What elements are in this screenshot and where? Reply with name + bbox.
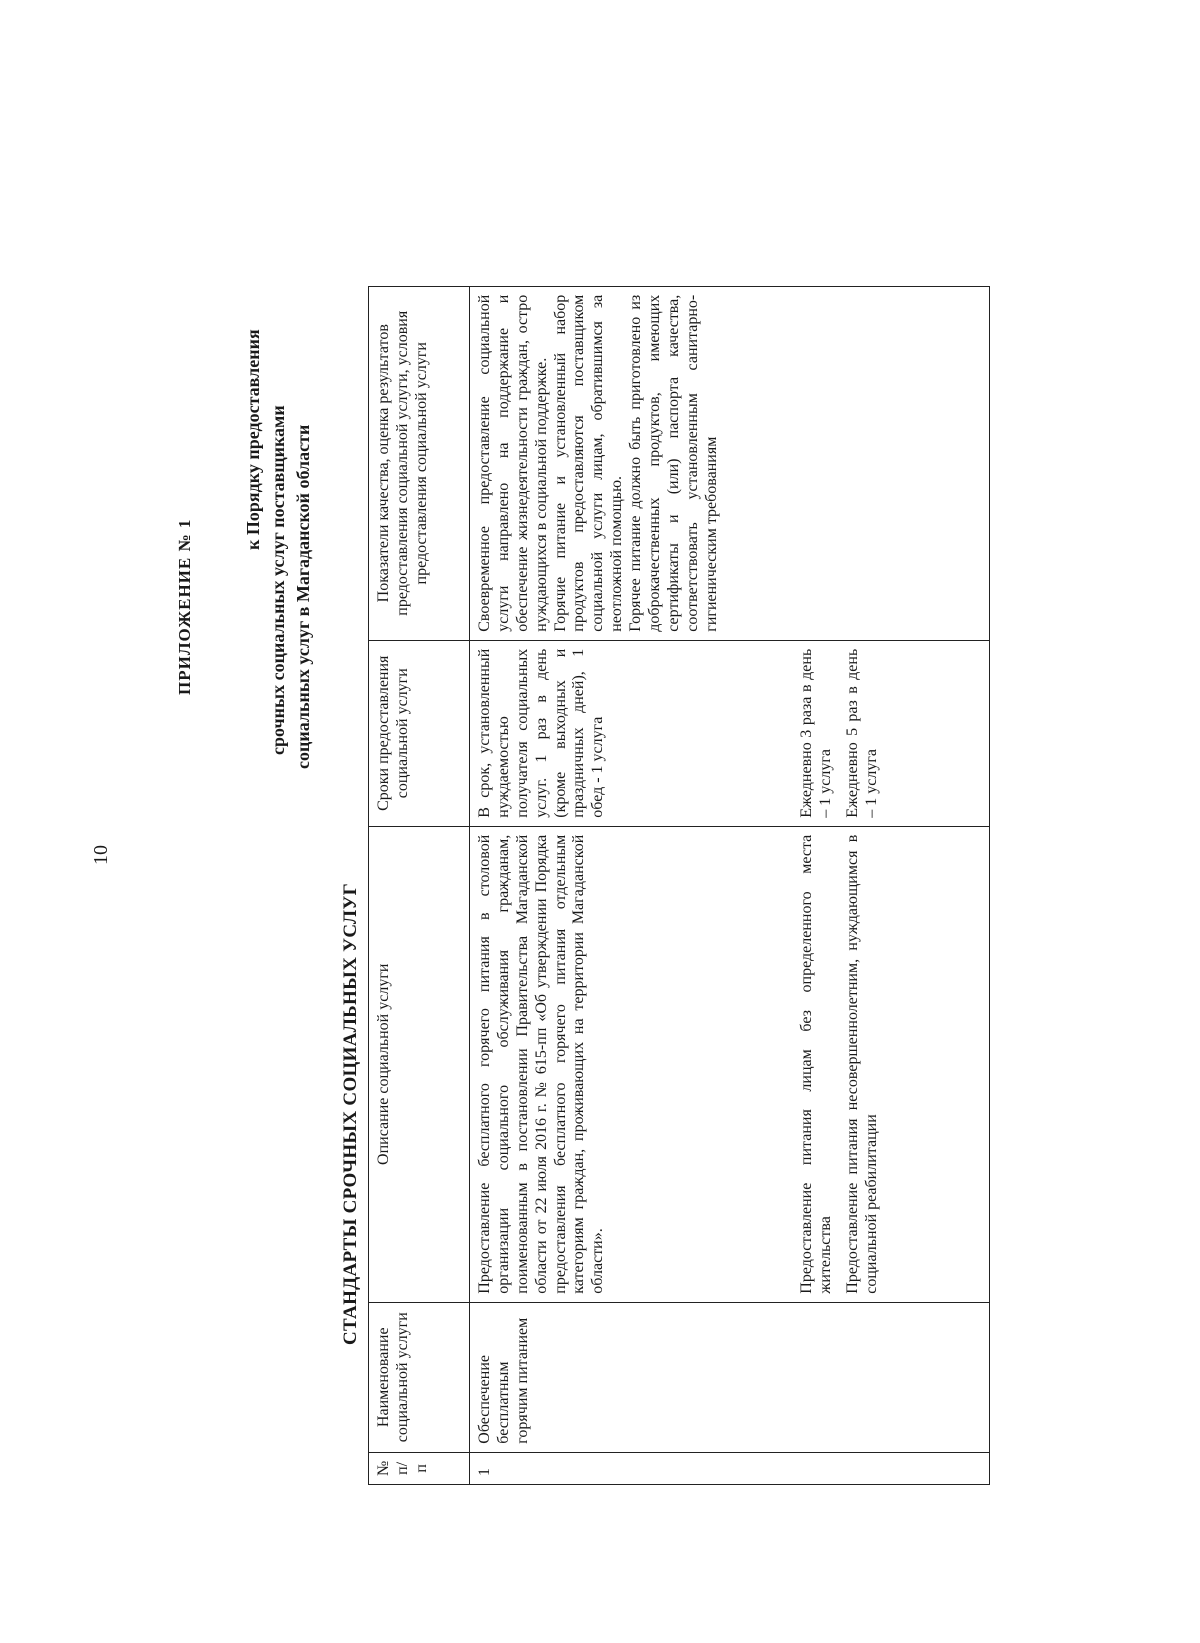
service-name-cell bbox=[470, 1302, 990, 1452]
row-num: 1 bbox=[476, 1468, 493, 1476]
term-cell bbox=[470, 640, 990, 826]
term-minors: Ежедневно 5 раз в день – 1 услуга bbox=[843, 648, 880, 818]
row-num-cell bbox=[470, 1452, 990, 1484]
standards-table bbox=[368, 286, 990, 1485]
table-row bbox=[470, 286, 990, 1484]
quality-paragraph-2: Горячие питание и установленный набор продуктов предоставляются поставщиком социальной услуги лицам, обратившимся за неотложной помощью. bbox=[551, 294, 626, 632]
term-main: В срок, установленный нуждаемостью получателя социальных услуг. 1 раз в день (кроме выходных и праздничных дней), 1 обед - 1 услуга bbox=[476, 648, 607, 818]
page-number: 10 bbox=[90, 845, 112, 865]
term-homeless: Ежедневно 3 раза в день – 1 услуга bbox=[798, 648, 834, 818]
rotated-document-sheet bbox=[20, 25, 1180, 1625]
header-name: Наименование социальной услуги bbox=[369, 1302, 470, 1452]
appendix-subtitle-line-2: срочных социальных услуг поставщиками bbox=[268, 405, 288, 755]
quality-cell bbox=[470, 286, 990, 640]
quality-paragraph-1: Своевременное предоставление социальной услуги направлено на поддержание и обеспечение жизнедеятельности граждан, остро нуждающихся в социальной поддержке. bbox=[476, 294, 550, 632]
header-term: Сроки предоставления социальной услуги bbox=[369, 640, 470, 826]
appendix-subtitle-line-3: социальных услуг в Магаданской области bbox=[293, 424, 313, 769]
quality-paragraph-3: Горячее питание должно быть приготовлено из доброкачественных продуктов, имеющих сертификаты и (или) паспорта качества, соответствовать установленным санитарно-гигиеническим требованиям bbox=[627, 294, 720, 632]
description-homeless: Предоставление питания лицам без определенного места жительства bbox=[798, 834, 834, 1294]
table-header-row bbox=[369, 286, 470, 1484]
description-main: Предоставление бесплатного горячего питания в столовой организации социального обслуживания гражданам, поименованным в постановлении Правительства Магаданской области от 22 июля 2016 г. № 615-пп «Об утверждении Порядка предоставления бесплатного горячего питания отдельным категориям граждан, проживающих на территории Магаданской области». bbox=[476, 834, 607, 1294]
header-quality: Показатели качества, оценка результатов предоставления социальной услуги, условия предоставления социальной услуги bbox=[369, 286, 470, 640]
appendix-subtitle-line-1: к Порядку предоставления bbox=[243, 329, 263, 550]
description-cell bbox=[470, 826, 990, 1302]
service-name: Обеспечение бесплатным горячим питанием bbox=[476, 1317, 531, 1444]
header-description: Описание социальной услуги bbox=[369, 826, 470, 1302]
header-num: № п/п bbox=[369, 1452, 470, 1484]
appendix-title: ПРИЛОЖЕНИЕ № 1 bbox=[175, 518, 194, 695]
standards-title: СТАНДАРТЫ СРОЧНЫХ СОЦИАЛЬНЫХ УСЛУГ bbox=[340, 882, 361, 1345]
description-minors: Предоставление питания несовершеннолетним, нуждающимся в социальной реабилитации bbox=[843, 834, 880, 1294]
